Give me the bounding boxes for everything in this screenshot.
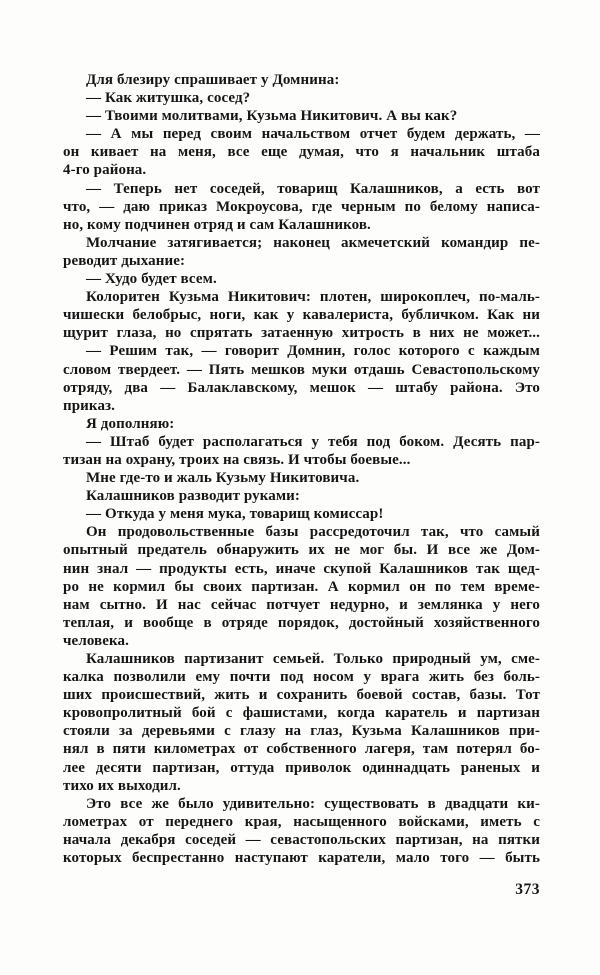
text-line: нам сытно. И нас сейчас потчует недурно, и землянка у него bbox=[63, 596, 540, 613]
text-line: — А мы перед своим начальством отчет будем держать, — bbox=[86, 126, 540, 143]
text-line: ших происшествий, жить и сохранить боевой состав, базы. Тот bbox=[63, 687, 540, 704]
text-line: Колоритен Кузьма Никитович: плотен, широкоплеч, по-маль- bbox=[86, 289, 540, 306]
text-line: Для блезиру спрашивает у Домнина: bbox=[86, 72, 340, 88]
text-line: отряду, два — Балаклавскому, мешок — штабу района. Это bbox=[63, 379, 540, 396]
text-line: щурит глаза, но спрятать затаенную хитрость в них не может... bbox=[63, 325, 540, 342]
text-line: — Как житушка, сосед? bbox=[86, 90, 251, 107]
text-line: Молчание затягивается; наконец акмечетский командир пе- bbox=[86, 234, 540, 251]
text-line: Он продовольственные базы рассредоточил так, что самый bbox=[86, 524, 540, 541]
text-line: лее десяти партизан, оттуда приволок одиннадцать раненых и bbox=[63, 759, 540, 776]
text-line: которых беспрестанно наступают каратели, мало того — быть bbox=[63, 850, 540, 867]
text-line: кровопролитный бой с фашистами, когда каратель и партизан bbox=[63, 705, 540, 722]
text-line: тихо их выходил. bbox=[63, 777, 181, 794]
text-line: человека. bbox=[63, 632, 129, 649]
text-line: нин знал — продукты есть, иначе скупой Калашников так щед- bbox=[63, 560, 540, 577]
text-line: Калашников разводит руками: bbox=[86, 488, 300, 505]
text-line: стояли за деревьями с глазу на глаз, Кузьма Калашников при- bbox=[63, 723, 540, 740]
text-line: нял в пяти километрах от собственного лагеря, там потерял бо- bbox=[63, 741, 540, 758]
text-line: — Теперь нет соседей, товарищ Калашников, а есть вот bbox=[86, 180, 540, 197]
text-line: Мне где-то и жаль Кузьму Никитовича. bbox=[86, 470, 360, 487]
text-line: но, кому подчинен отряд и сам Калашников. bbox=[63, 216, 371, 233]
text-line: — Откуда у меня мука, товарищ комиссар! bbox=[86, 506, 384, 523]
text-line: — Твоими молитвами, Кузьма Никитович. А вы как? bbox=[86, 108, 458, 125]
text-line: реводит дыхание: bbox=[63, 252, 186, 269]
text-line: лометрах от переднего края, насыщенного войсками, иметь с bbox=[63, 813, 540, 830]
text-line: — Решим так, — говорит Домнин, голос которого с каждым bbox=[86, 343, 540, 360]
text-line: теплая, и вообще в отряде порядок, достойный хозяйственного bbox=[63, 614, 540, 631]
text-line: Это все же было удивительно: существовать в двадцати ки- bbox=[86, 795, 540, 812]
page-text bbox=[63, 71, 540, 867]
text-line: чишески белобрыс, ноги, как у кавалериста, бубличком. Как ни bbox=[63, 307, 540, 324]
page-number: 373 bbox=[515, 881, 540, 898]
text-line: тизан на охрану, троих на связь. И чтобы боевые... bbox=[63, 451, 411, 468]
text-line: — Худо будет всем. bbox=[86, 271, 217, 288]
text-line: калка позволили ему почти под носом у врага жить без боль- bbox=[63, 669, 540, 686]
text-line: Калашников партизанит семьей. Только природный ум, сме- bbox=[86, 651, 540, 667]
text-line: Я дополняю: bbox=[86, 415, 175, 432]
text-line: словом твердеет. — Пять мешков муки отдашь Севастопольскому bbox=[63, 361, 540, 378]
text-line: — Штаб будет располагаться у тебя под боком. Десять пар- bbox=[86, 433, 540, 450]
text-line: что, — даю приказ Мокроусова, где черным по белому написа- bbox=[63, 198, 540, 215]
text-line: ро не кормил бы своих партизан. А кормил он по тем време- bbox=[63, 578, 540, 595]
text-line: он кивает на меня, все еще думая, что я начальник штаба bbox=[63, 144, 540, 161]
text-line: начала декабря соседей — севастопольских партизан, на пятки bbox=[63, 831, 540, 848]
text-line: приказ. bbox=[63, 397, 116, 414]
text-line: 4-го района. bbox=[63, 162, 147, 179]
text-line: опытный предатель обнаружить их не мог бы. И все же Дом- bbox=[63, 542, 540, 559]
